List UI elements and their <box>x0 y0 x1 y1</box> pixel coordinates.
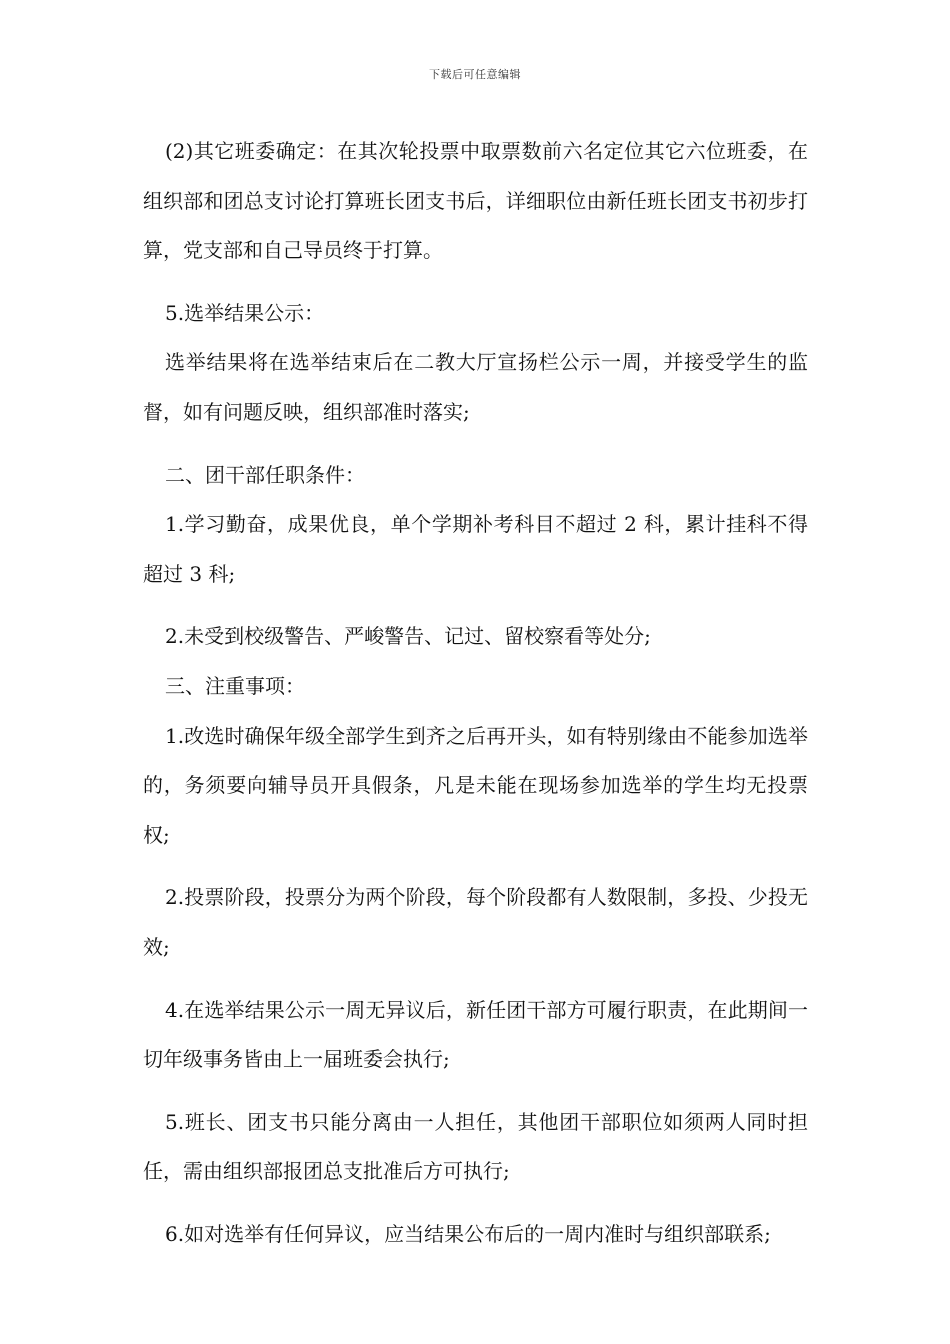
document-body <box>143 127 808 1272</box>
paragraph-result-announcement: 选举结果将在选举结束后在二教大厅宣扬栏公示一周，并接受学生的监督，如有问题反映，组织部准时落实; <box>143 350 808 424</box>
page-header: 下载后可任意编辑 <box>429 68 521 81</box>
paragraph-note-4: 4.在选举结果公示一周无异议后，新任团干部方可履行职责，在此期间一切年级事务皆由上一届班委会执行; <box>143 997 808 1072</box>
paragraph-note-6: 6.如对选举有任何异议，应当结果公布后的一周内准时与组织部联系; <box>165 1221 771 1246</box>
paragraph-heading-qualifications: 二、团干部任职条件： <box>165 462 365 487</box>
paragraph-heading-notes: 三、注重事项： <box>165 673 305 698</box>
paragraph-committee-confirmation: (2)其它班委确定：在其次轮投票中取票数前六名定位其它六位班委，在组织部和团总支讨论打算班长团支书后，详细职位由新任班长团支书初步打算，党支部和自己导员终于打算。 <box>143 139 808 263</box>
paragraph-heading-result-announcement: 5.选举结果公示： <box>165 300 325 325</box>
paragraph-note-1: 1.改选时确保年级全部学生到齐之后再开头，如有特别缘由不能参加选举的，务须要向辅导员开具假条，凡是未能在现场参加选举的学生均无投票权; <box>143 723 808 847</box>
paragraph-note-2: 2.投票阶段，投票分为两个阶段，每个阶段都有人数限制，多投、少投无效; <box>143 885 808 959</box>
paragraph-qualification-2: 2.未受到校级警告、严峻警告、记过、留校察看等处分; <box>165 624 651 649</box>
paragraph-note-5: 5.班长、团支书只能分离由一人担任，其他团干部职位如须两人同时担任，需由组织部报团总支批准后方可执行; <box>143 1109 808 1184</box>
paragraph-qualification-1: 1.学习勤奋，成果优良，单个学期补考科目不超过 2 科，累计挂科不得超过 3 科; <box>143 512 808 586</box>
